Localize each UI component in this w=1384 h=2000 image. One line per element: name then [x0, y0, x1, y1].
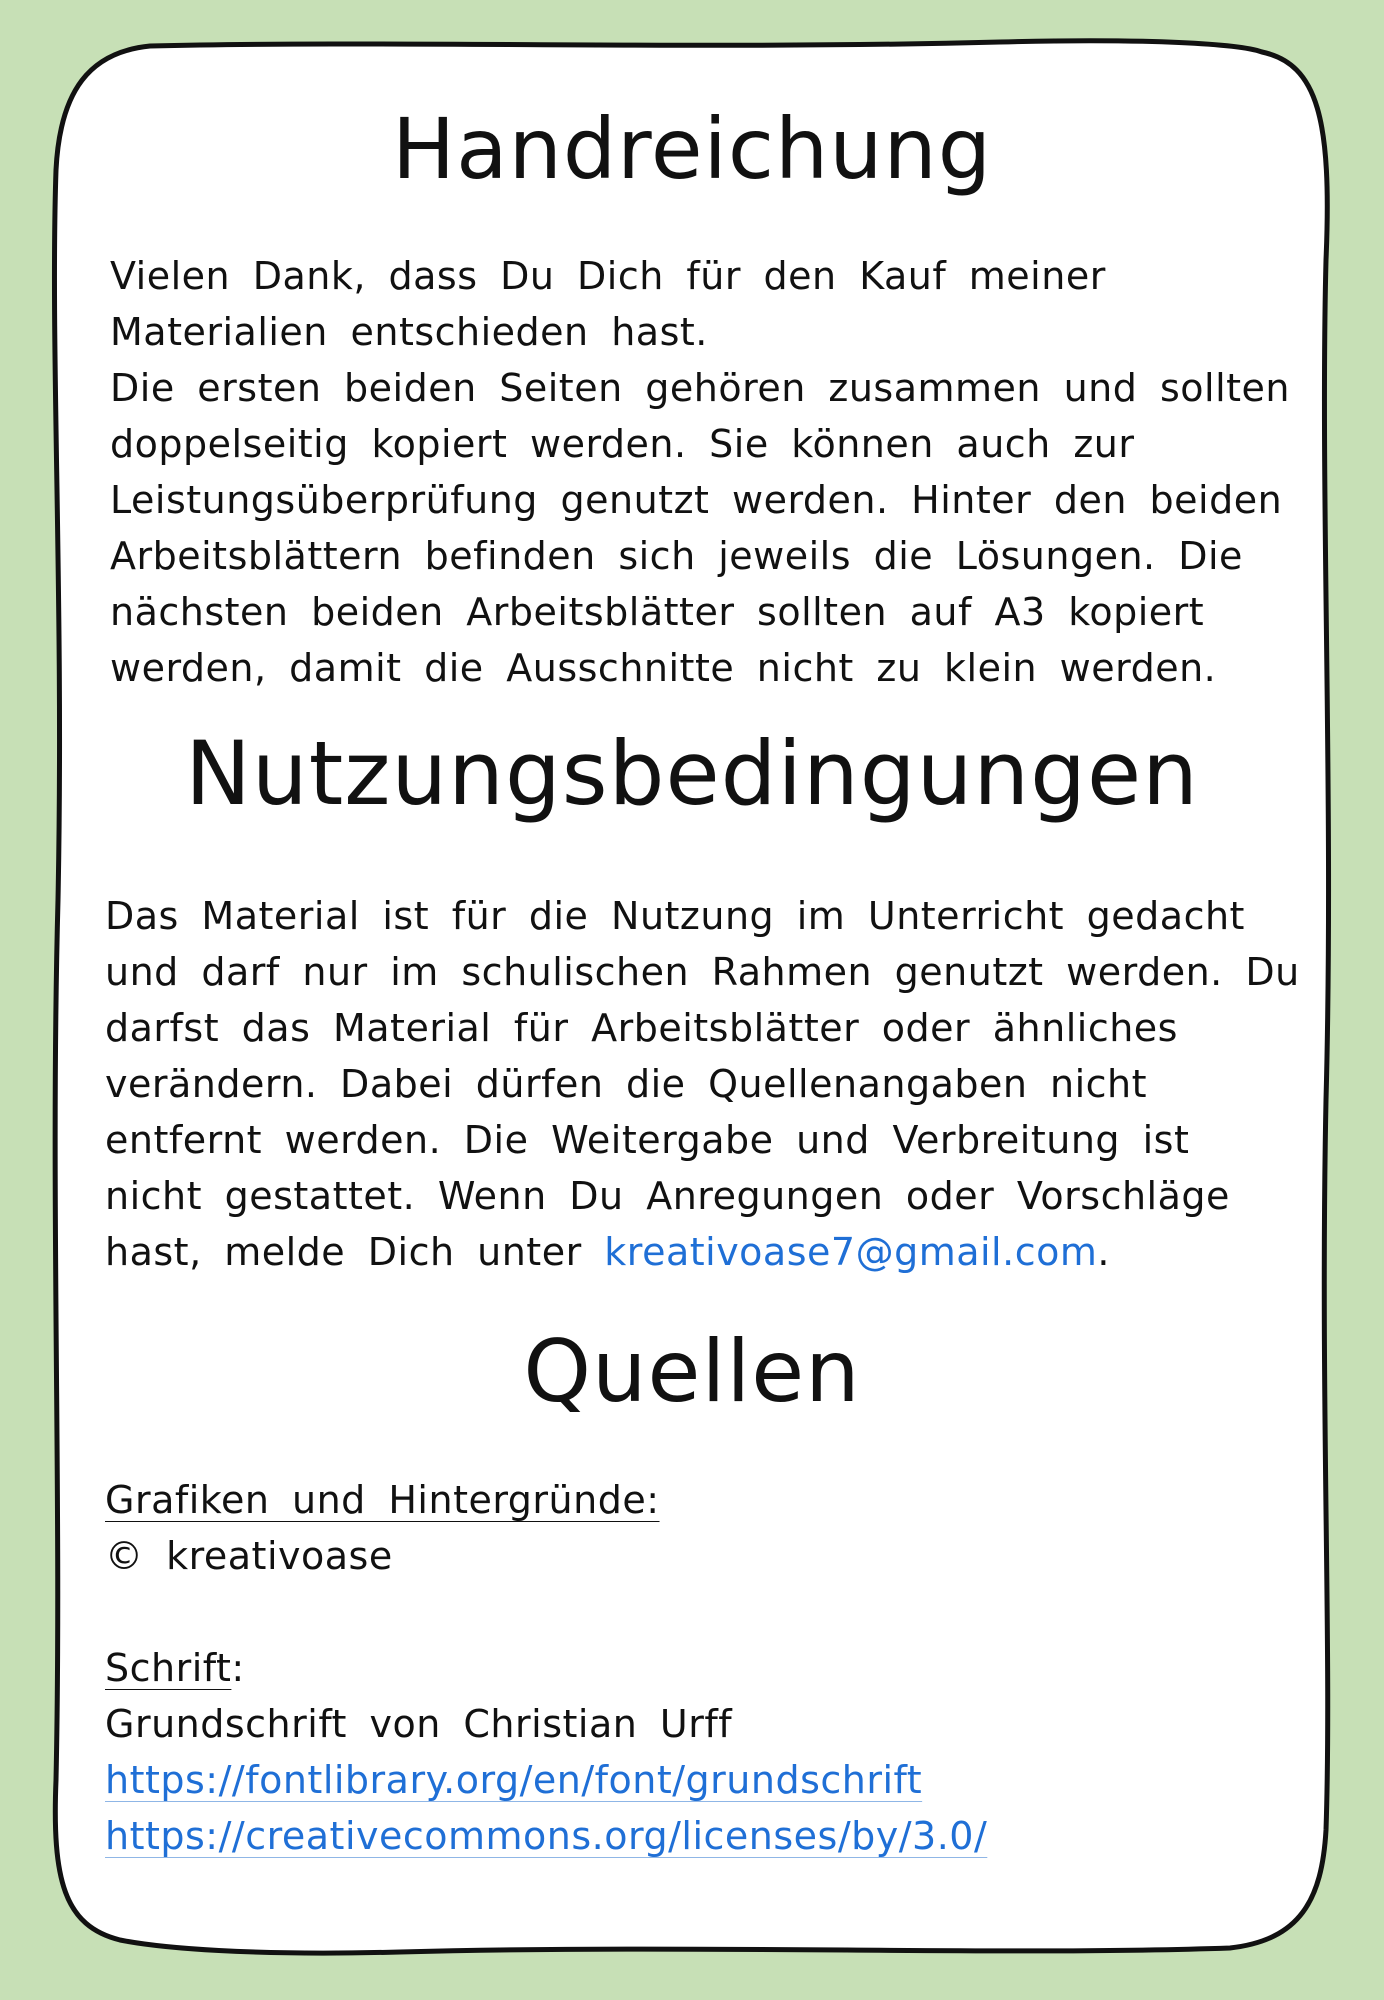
text-line: Das Material ist für die Nutzung im Unterricht gedacht: [105, 894, 1245, 938]
text-line: entfernt werden. Die Weitergabe und Verbreitung ist: [105, 1118, 1190, 1162]
contact-suffix: .: [1097, 1230, 1110, 1274]
font-label-colon: :: [231, 1646, 245, 1690]
quellen-text: [105, 1472, 1275, 1864]
heading-quellen: Quellen: [523, 1322, 861, 1422]
font-label-line: [105, 1640, 1275, 1696]
font-label: Schrift: [105, 1646, 232, 1690]
graphics-credit: © kreativoase: [105, 1534, 393, 1578]
text-line: Vielen Dank, dass Du Dich für den Kauf meiner: [110, 254, 1106, 298]
font-credit: Grundschrift von Christian Urff: [105, 1702, 733, 1746]
font-library-link[interactable]: https://fontlibrary.org/en/font/grundschrift: [105, 1758, 923, 1802]
text-line: darfst das Material für Arbeitsblätter oder ähnliches: [105, 1006, 1178, 1050]
heading-nutzungsbedingungen: Nutzungsbedingungen: [185, 722, 1199, 825]
text-line: doppelseitig kopiert werden. Sie können auch zur: [110, 422, 1135, 466]
graphics-label: Grafiken und Hintergründe:: [105, 1478, 660, 1522]
contact-prefix: hast, melde Dich unter: [105, 1230, 605, 1274]
text-line: Leistungsüberprüfung genutzt werden. Hinter den beiden: [110, 478, 1283, 522]
text-line: Materialien entschieden hast.: [110, 310, 708, 354]
text-line: verändern. Dabei dürfen die Quellenangaben nicht: [105, 1062, 1148, 1106]
text-line: Arbeitsblättern befinden sich jeweils die Lösungen. Die: [110, 534, 1243, 578]
nutzungsbedingungen-text: [105, 888, 1300, 1280]
heading-handreichung: Handreichung: [391, 100, 993, 198]
email-link[interactable]: kreativoase7@gmail.com: [604, 1230, 1098, 1274]
text-line: werden, damit die Ausschnitte nicht zu klein werden.: [110, 646, 1217, 690]
license-link[interactable]: https://creativecommons.org/licenses/by/3.0/: [105, 1814, 988, 1858]
text-line: Die ersten beiden Seiten gehören zusammen und sollten: [110, 366, 1290, 410]
text-line: nicht gestattet. Wenn Du Anregungen oder Vorschläge: [105, 1174, 1230, 1218]
text-line-contact: [105, 1224, 1275, 1280]
text-line: nächsten beiden Arbeitsblätter sollten auf A3 kopiert: [110, 590, 1205, 634]
handreichung-text: [110, 248, 1290, 696]
text-line: und darf nur im schulischen Rahmen genutzt werden. Du: [105, 950, 1300, 994]
spacer: [105, 1584, 1275, 1640]
